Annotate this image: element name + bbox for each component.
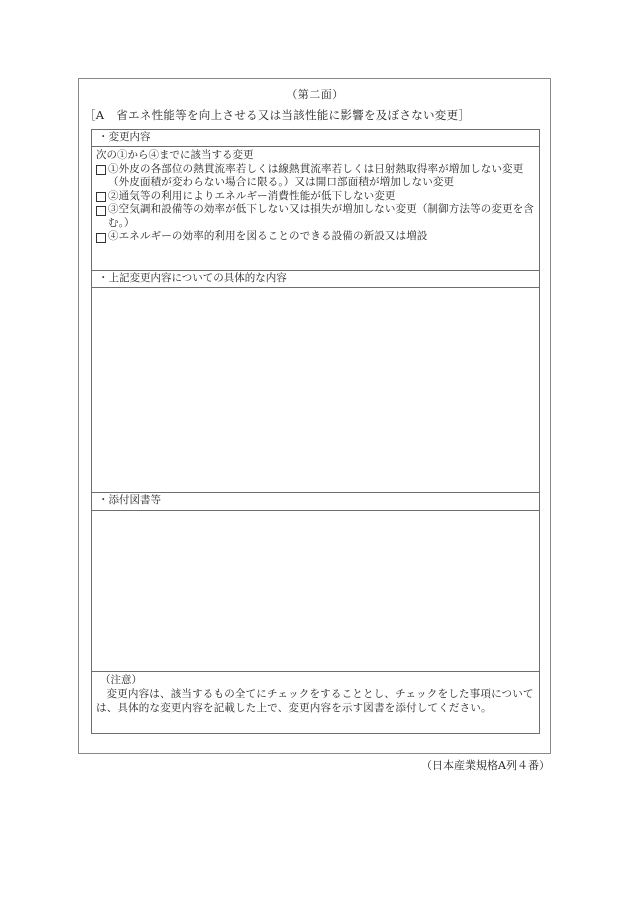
attachments-header (92, 493, 539, 511)
option-3-label: ③空気調和設備等の効率が低下しない又は損失が増加しない変更（制御方法等の変更を含む。） (108, 203, 534, 229)
checkbox-icon[interactable] (96, 192, 106, 202)
change-content-intro: 次の①から④までに該当する変更 (96, 149, 254, 161)
option-1-label: ①外皮の各部位の熱貫流率若しくは線熱貫流率若しくは日射熱取得率が増加しない変更（外皮面積が変わらない場合に限る。）又は開口部面積が増加しない変更 (108, 162, 524, 188)
option-2-checkbox[interactable] (96, 190, 535, 204)
option-2-label: ②通気等の利用によりエネルギー消費性能が低下しない変更 (108, 189, 396, 202)
section-heading: ［A 省エネ性能等を向上させる又は当該性能に影響を及ぼさない変更］ (84, 108, 471, 122)
option-1-checkbox[interactable] (96, 163, 535, 190)
attachments-header-label: ・添付図書等 (98, 494, 161, 506)
checkbox-icon[interactable] (96, 233, 106, 243)
form-table (91, 129, 540, 734)
specific-content-input[interactable] (92, 288, 539, 492)
change-content-options (92, 147, 539, 271)
face-label: （第二面） (286, 88, 344, 101)
attachments-input[interactable] (92, 511, 539, 671)
option-4-checkbox[interactable] (96, 230, 535, 244)
specific-content-header-label: ・上記変更内容についての具体的な内容 (98, 272, 287, 284)
paper-size-footer: （日本産業規格A列４番） (421, 759, 550, 772)
notes-title: （注意） (100, 674, 142, 686)
checkbox-icon[interactable] (96, 165, 106, 175)
option-4-label: ④エネルギーの効率的利用を図ることのできる設備の新設又は増設 (108, 230, 428, 242)
change-content-header-label: ・変更内容 (98, 131, 151, 143)
notes-section (92, 672, 539, 734)
change-content-header (92, 130, 539, 147)
notes-body: 変更内容は、該当するもの全てにチェックをすることとし、チェックをした事項については、具体的な変更内容を記載した上で、変更内容を示す図書を添付してください。 (96, 688, 534, 714)
specific-content-cell (92, 288, 539, 493)
checkbox-icon[interactable] (96, 206, 106, 216)
specific-content-header (92, 271, 539, 288)
option-3-checkbox[interactable] (96, 203, 535, 230)
attachments-cell (92, 511, 539, 672)
